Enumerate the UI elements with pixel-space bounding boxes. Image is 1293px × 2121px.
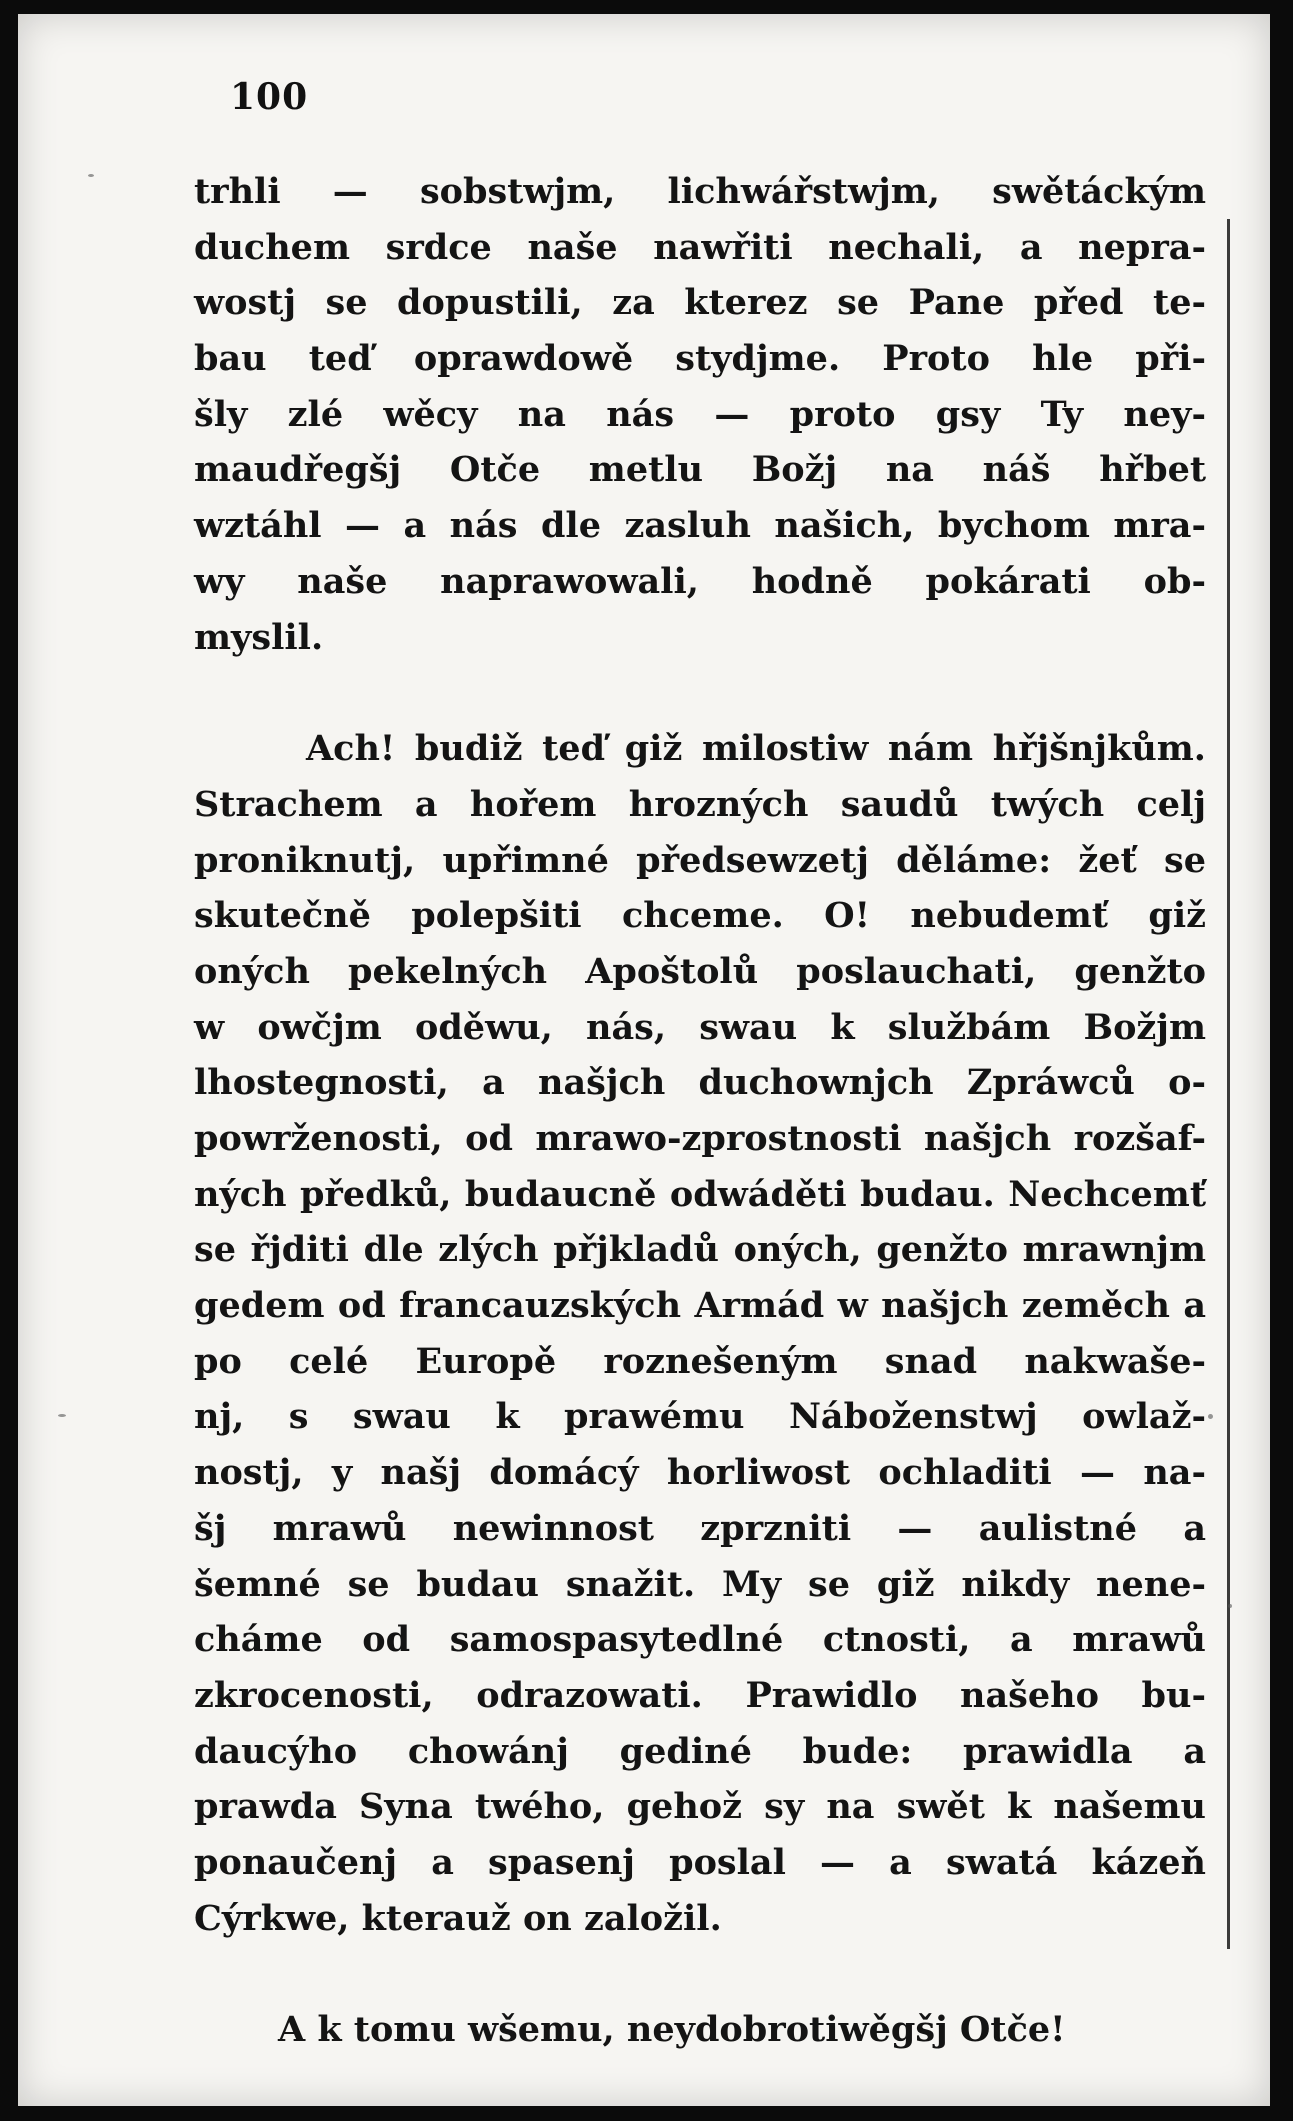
text-line: zkrocenosti, odrazowati. Prawidlo našeho bu- (194, 1674, 1206, 1716)
text-line: nj, s swau k prawému Náboženstwj owlaž- (194, 1396, 1206, 1438)
text-line: lhostegnosti, a našjch duchownjch Zpráwců o- (194, 1062, 1206, 1104)
paragraph-1 (194, 164, 1206, 665)
text-line: skutečně polepšiti chceme. O! nebudemť giž (194, 895, 1206, 937)
text-line: duchem srdce naše nawřiti nechali, a nepra- (194, 226, 1206, 268)
text-line: ponaučenj a spasenj poslal — a swatá kázeň (194, 1841, 1206, 1883)
text-line: ných předků, budaucně odwáděti budau. Nechcemť (194, 1173, 1206, 1215)
paragraph-gap (194, 1946, 1206, 2002)
text-line: se řjditi dle zlých přjkladů oných, genžto mrawnjm (194, 1229, 1206, 1271)
text-line: šly zlé wěcy na nás — proto gsy Ty ney- (194, 393, 1206, 435)
text-line: trhli — sobstwjm, lichwářstwjm, swětáckým (194, 171, 1206, 212)
text-line: Cýrkwe, kterauž on založil. (194, 1897, 722, 1939)
text-line: w owčjm oděwu, nás, swau k službám Božjm (194, 1006, 1206, 1048)
text-line: po celé Europě roznešeným snad nakwaše- (194, 1340, 1206, 1382)
page-number: 100 (230, 76, 309, 118)
text-line: cháme od samospasytedlné ctnosti, a mrawů (194, 1619, 1206, 1661)
scan-speck (1228, 1604, 1232, 1608)
text-line: šemné se budau snažit. My se giž nikdy nene- (194, 1563, 1206, 1605)
text-line: gedem od francauzských Armád w našjch zeměch a (194, 1285, 1206, 1327)
paragraph-2 (194, 721, 1206, 1946)
text-line: myslil. (194, 616, 324, 658)
text-line: proniknutj, upřimné předsewzetj děláme: žeť se (194, 839, 1206, 881)
text-line: Ach! budiž teď giž milostiw nám hřjšnjkům. (306, 728, 1206, 770)
text-line: wostj se dopustili, za kterez se Pane před te- (194, 282, 1206, 324)
text-line: oných pekelných Apoštolů poslauchati, genžto (194, 950, 1206, 992)
scan-speck (88, 174, 94, 177)
text-line: nostj, y našj domácý horliwost ochladiti — na- (194, 1452, 1206, 1494)
scan-speck (1208, 1414, 1213, 1419)
closing-line: A k tomu wšemu, neydobrotiwěgšj Otče! (278, 2009, 1066, 2051)
body-text (194, 164, 1206, 2058)
text-line: wztáhl — a nás dle zasluh našich, bychom mra- (194, 505, 1206, 547)
text-line: maudřegšj Otče metlu Božj na náš hřbet (194, 449, 1206, 491)
text-line: powrženosti, od mrawo-zprostnosti našjch rozšaf- (194, 1118, 1206, 1159)
text-line: šj mrawů newinnost zprzniti — aulistné a (194, 1507, 1206, 1549)
paragraph-gap (194, 665, 1206, 721)
text-line: daucýho chowánj gediné bude: prawidla a (194, 1730, 1206, 1772)
text-line: wy naše naprawowali, hodně pokárati ob- (194, 560, 1206, 602)
scanned-page (18, 14, 1270, 2106)
text-line: prawda Syna twého, gehož sy na swět k našemu (194, 1786, 1206, 1828)
scan-edge-shadow (1227, 219, 1230, 1949)
text-line: bau teď oprawdowě stydjme. Proto hle při- (194, 338, 1206, 380)
scan-speck (58, 1414, 66, 1417)
text-line: Strachem a hořem hrozných saudů twých celj (194, 783, 1206, 825)
